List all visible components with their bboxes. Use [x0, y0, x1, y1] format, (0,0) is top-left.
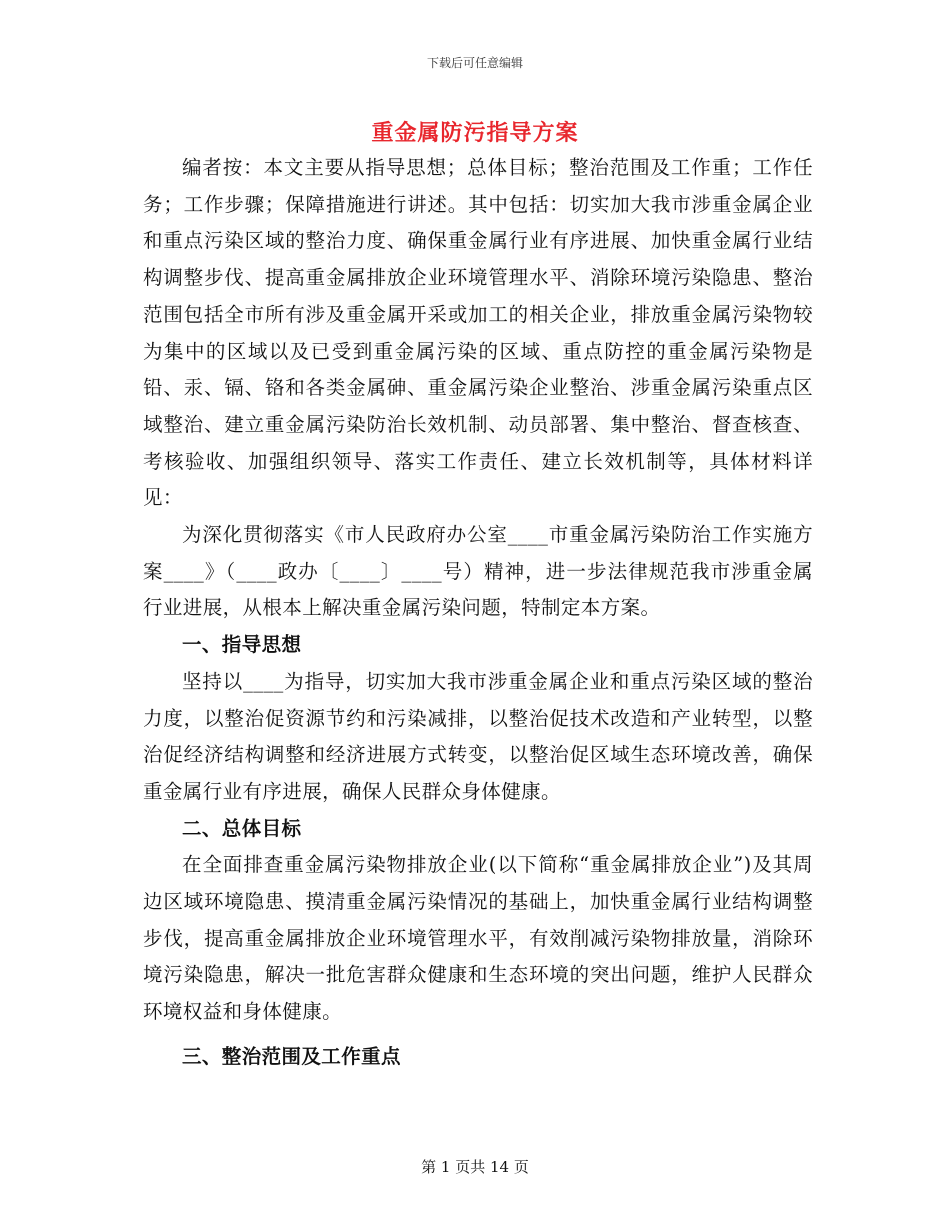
section-heading-scope: 三、整治范围及工作重点: [182, 1044, 401, 1068]
page-header: 下载后可任意编辑: [426, 56, 523, 70]
section-heading-guiding-ideology: 一、指导思想: [182, 633, 302, 657]
document-body: [143, 150, 813, 1076]
page-number: 第 1 页共 14 页: [421, 1158, 529, 1176]
section-paragraph-guiding-ideology: 坚持以____为指导，切实加大我市涉重金属企业和重点污染区域的整治力度，以整治促资源节约和污染减排，以整治促技术改造和产业转型，以整治促经济结构调整和经济进展方式转变，以整治促区域生态环境改善，确保重金属行业有序进展，确保人民群众身体健康。: [143, 669, 813, 803]
editor-note-paragraph: 编者按：本文主要从指导思想；总体目标；整治范围及工作重；工作任务；工作步骤；保障措施进行讲述。其中包括：切实加大我市涉重金属企业和重点污染区域的整治力度、确保重金属行业有序进展、加快重金属行业结构调整步伐、提高重金属排放企业环境管理水平、消除环境污染隐患、整治范围包括全市所有涉及重金属开采或加工的相关企业，排放重金属污染物较为集中的区域以及已受到重金属污染的区域、重点防控的重金属污染物是铅、汞、镉、铬和各类金属砷、重金属污染企业整治、涉重金属污染重点区域整治、建立重金属污染防治长效机制、动员部署、集中整治、督查核查、考核验收、加强组织领导、落实工作责任、建立长效机制等，具体材料详见：: [143, 156, 813, 510]
section-paragraph-overall-goal: 在全面排查重金属污染物排放企业(以下简称“重金属排放企业”)及其周边区域环境隐患、摸清重金属污染情况的基础上，加快重金属行业结构调整步伐，提高重金属排放企业环境管理水平，有效削减污染物排放量，消除环境污染隐患，解决一批危害群众健康和生态环境的突出问题，维护人民群众环境权益和身体健康。: [143, 853, 813, 1024]
document-title: 重金属防污指导方案: [371, 120, 579, 146]
section-heading-overall-goal: 二、总体目标: [182, 816, 302, 840]
intro-paragraph: 为深化贯彻落实《市人民政府办公室____市重金属污染防治工作实施方案____》（____政办〔____〕____号）精神，进一步法律规范我市涉重金属行业进展，从根本上解决重金属污染问题，特制定本方案。: [143, 523, 813, 620]
